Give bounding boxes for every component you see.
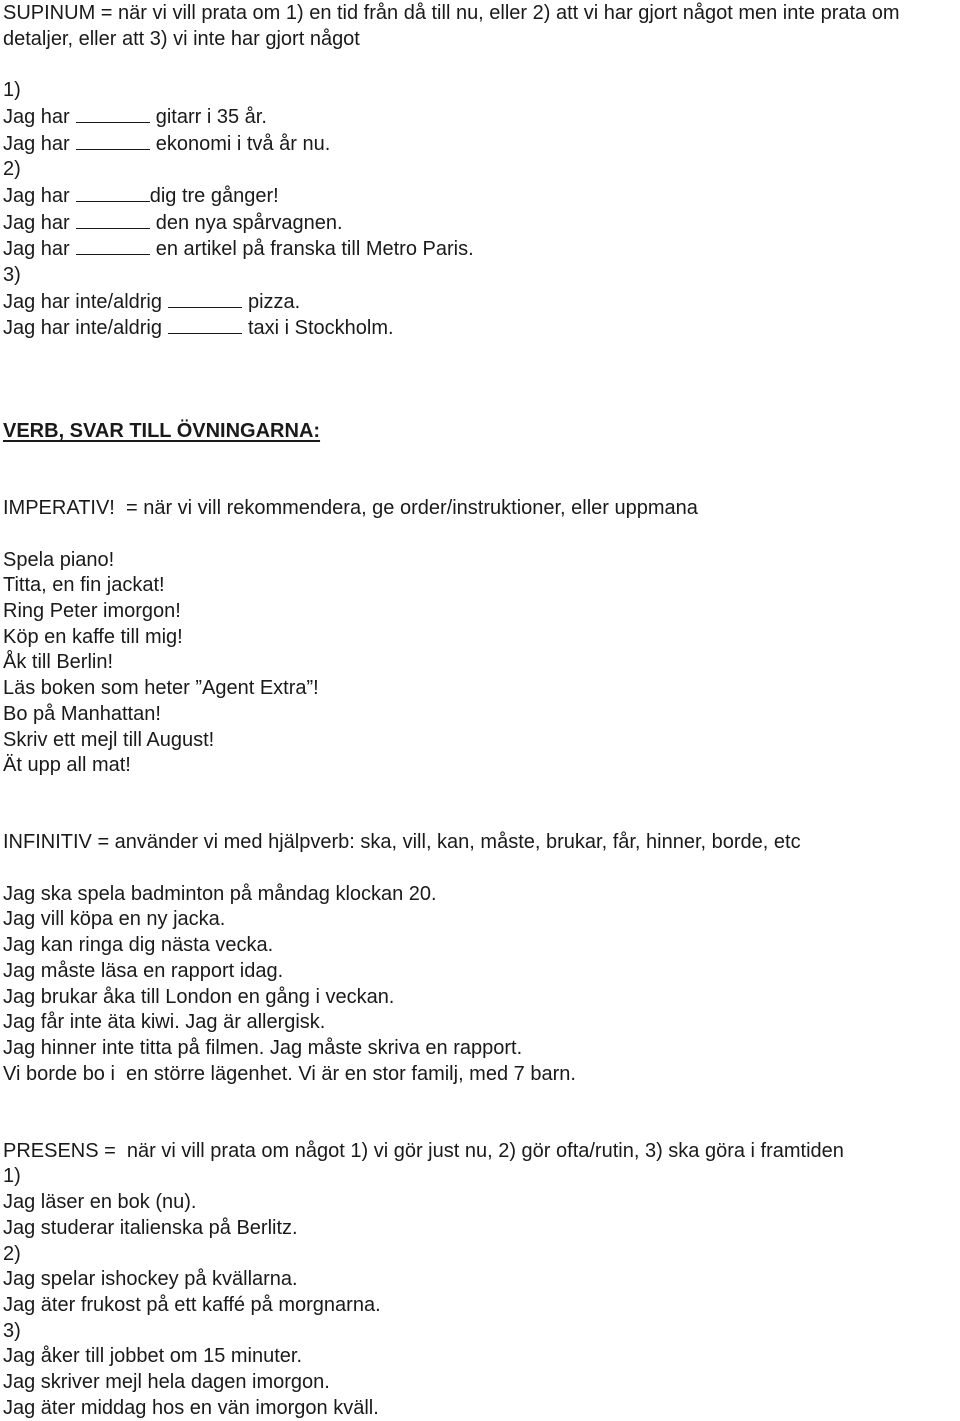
example-line: Jag vill köpa en ny jacka. [3,908,226,931]
answer-blank [76,104,150,123]
example-line: Bo på Manhattan! [3,702,161,725]
example-line: Jag skriver mejl hela dagen imorgon. [3,1371,330,1394]
exercise-sentence: Jag har gitarr i 35 år. [3,105,267,128]
imperativ-title: IMPERATIV! = när vi vill rekommendera, ge order/instruktioner, eller uppmana [3,497,698,520]
group-label-1: 1) [3,79,21,102]
example-line: Jag äter middag hos en vän imorgon kväll. [3,1396,379,1419]
answer-blank [168,315,242,334]
group-label-3: 3) [3,264,21,287]
supinum-section [3,0,953,342]
infinitiv-section [3,830,953,1087]
presens-section [3,1139,953,1421]
exercise-sentence: Jag har den nya spårvagnen. [3,211,343,234]
example-line: Vi borde bo i en större lägenhet. Vi är en stor familj, med 7 barn. [3,1062,576,1085]
answer-blank [76,183,150,202]
supinum-intro: SUPINUM = när vi vill prata om 1) en tid från då till nu, eller 2) att vi har gjort något men inte prata om detaljer, eller att 3) vi inte har gjort något [3,2,900,50]
group-label-1: 1) [3,1165,21,1188]
document-page [3,0,953,1421]
example-line: Jag får inte äta kiwi. Jag är allergisk. [3,1011,326,1034]
example-line: Köp en kaffe till mig! [3,625,183,648]
example-line: Jag spelar ishockey på kvällarna. [3,1268,298,1291]
group-label-2: 2) [3,1242,21,1265]
answer-blank [76,131,150,150]
example-line: Läs boken som heter ”Agent Extra”! [3,677,319,700]
example-line: Ät upp all mat! [3,754,131,777]
example-line: Skriv ett mejl till August! [3,728,215,751]
example-line: Jag ska spela badminton på måndag klockan 20. [3,882,437,905]
example-line: Spela piano! [3,548,115,571]
group-label-2: 2) [3,158,21,181]
example-line: Jag kan ringa dig nästa vecka. [3,934,274,957]
answer-blank [76,210,150,229]
example-line: Jag läser en bok (nu). [3,1191,197,1214]
example-line: Åk till Berlin! [3,651,114,674]
answer-blank [168,289,242,308]
exercise-sentence: Jag har en artikel på franska till Metro Paris. [3,238,474,261]
section-heading: VERB, SVAR TILL ÖVNINGARNA: [3,420,321,443]
group-label-3: 3) [3,1319,21,1342]
presens-title: PRESENS = när vi vill prata om något 1) vi gör just nu, 2) gör ofta/rutin, 3) ska göra i framtiden [3,1139,844,1162]
example-line: Jag måste läsa en rapport idag. [3,959,284,982]
example-line: Jag äter frukost på ett kaffé på morgnarna. [3,1293,381,1316]
exercise-sentence: Jag har inte/aldrig taxi i Stockholm. [3,317,394,340]
example-line: Jag hinner inte titta på filmen. Jag måste skriva en rapport. [3,1036,523,1059]
example-line: Ring Peter imorgon! [3,600,181,623]
example-line: Titta, en fin jackat! [3,574,165,597]
infinitiv-title: INFINITIV = använder vi med hjälpverb: ska, vill, kan, måste, brukar, får, hinner, borde, etc [3,831,801,854]
exercise-sentence: Jag har inte/aldrig pizza. [3,290,301,313]
example-line: Jag åker till jobbet om 15 minuter. [3,1345,303,1368]
example-line: Jag studerar italienska på Berlitz. [3,1216,298,1239]
exercise-sentence: Jag har ekonomi i två år nu. [3,132,331,155]
answer-blank [76,236,150,255]
exercise-sentence: Jag har dig tre gånger! [3,184,279,207]
example-line: Jag brukar åka till London en gång i veckan. [3,985,395,1008]
imperativ-section [3,496,953,779]
